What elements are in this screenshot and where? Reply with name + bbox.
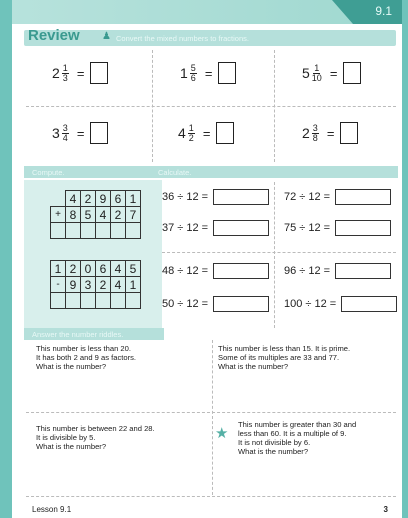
mixed-number-4: 3 $\frac{3}{4}$ = — [52, 122, 108, 144]
riddles-label: Answer the number riddles. — [32, 330, 124, 339]
riddle-3: This number is between 22 and 28. It is divisible by 5. What is the number? — [36, 424, 155, 451]
division-6: 96 ÷ 12 = — [284, 263, 391, 279]
divider — [162, 252, 396, 253]
divider — [212, 340, 213, 495]
divider — [26, 412, 396, 413]
division-5: 48 ÷ 12 = — [162, 263, 269, 279]
answer-box[interactable] — [213, 263, 269, 279]
answer-box[interactable] — [216, 122, 234, 144]
answer-box[interactable] — [213, 189, 269, 205]
answer-box[interactable] — [343, 62, 361, 84]
answer-box[interactable] — [340, 122, 358, 144]
answer-box[interactable] — [213, 296, 269, 312]
lesson-number: 9.1 — [375, 4, 392, 18]
division-8: 100 ÷ 12 = — [284, 296, 397, 312]
review-instruction: Convert the mixed numbers to fractions. — [116, 34, 249, 43]
division-7: 50 ÷ 12 = — [162, 296, 269, 312]
mixed-number-1: 2 $\frac{1}{3}$ = — [52, 62, 108, 84]
divider — [26, 106, 396, 107]
answer-box[interactable] — [90, 122, 108, 144]
division-1: 36 ÷ 12 = — [162, 189, 269, 205]
mixed-number-6: 2 $\frac{3}{8}$ = — [302, 122, 358, 144]
footer-lesson: Lesson 9.1 — [32, 505, 72, 514]
answer-box[interactable] — [335, 263, 391, 279]
answer-box[interactable] — [335, 189, 391, 205]
subtraction-grid: 1 2 0 6 4 5 - 9 3 2 4 1 — [50, 260, 141, 309]
divider — [274, 182, 275, 328]
answer-box[interactable] — [218, 62, 236, 84]
riddle-4: This number is greater than 30 and less than 60. It is a multiple of 9. It is not divisible by 6. What is the number? — [238, 420, 357, 456]
answer-box[interactable] — [213, 220, 269, 236]
page-number: 3 — [383, 505, 388, 514]
division-2: 72 ÷ 12 = — [284, 189, 391, 205]
star-icon: ★ — [215, 425, 229, 442]
person-icon: ♟ — [102, 31, 111, 42]
division-3: 37 ÷ 12 = — [162, 220, 269, 236]
review-title: Review — [28, 27, 80, 44]
calculate-label: Calculate. — [158, 168, 192, 177]
answer-box[interactable] — [335, 220, 391, 236]
compute-label: Compute. — [32, 168, 65, 177]
answer-box[interactable] — [90, 62, 108, 84]
addition-grid: 4 2 9 6 1 + 8 5 4 2 7 — [50, 190, 141, 239]
answer-box[interactable] — [341, 296, 397, 312]
mixed-number-2: 1 $\frac{5}{6}$ = — [180, 62, 236, 84]
worksheet-page — [12, 0, 402, 518]
divider — [26, 496, 396, 497]
mixed-number-3: 5 $\frac{1}{10}$ = — [302, 62, 361, 84]
riddle-2: This number is less than 15. It is prime. Some of its multiples are 33 and 77. What is the number? — [218, 344, 351, 371]
division-4: 75 ÷ 12 = — [284, 220, 391, 236]
riddle-1: This number is less than 20. It has both 2 and 9 as factors. What is the number? — [36, 344, 137, 371]
mixed-number-5: 4 $\frac{1}{2}$ = — [178, 122, 234, 144]
